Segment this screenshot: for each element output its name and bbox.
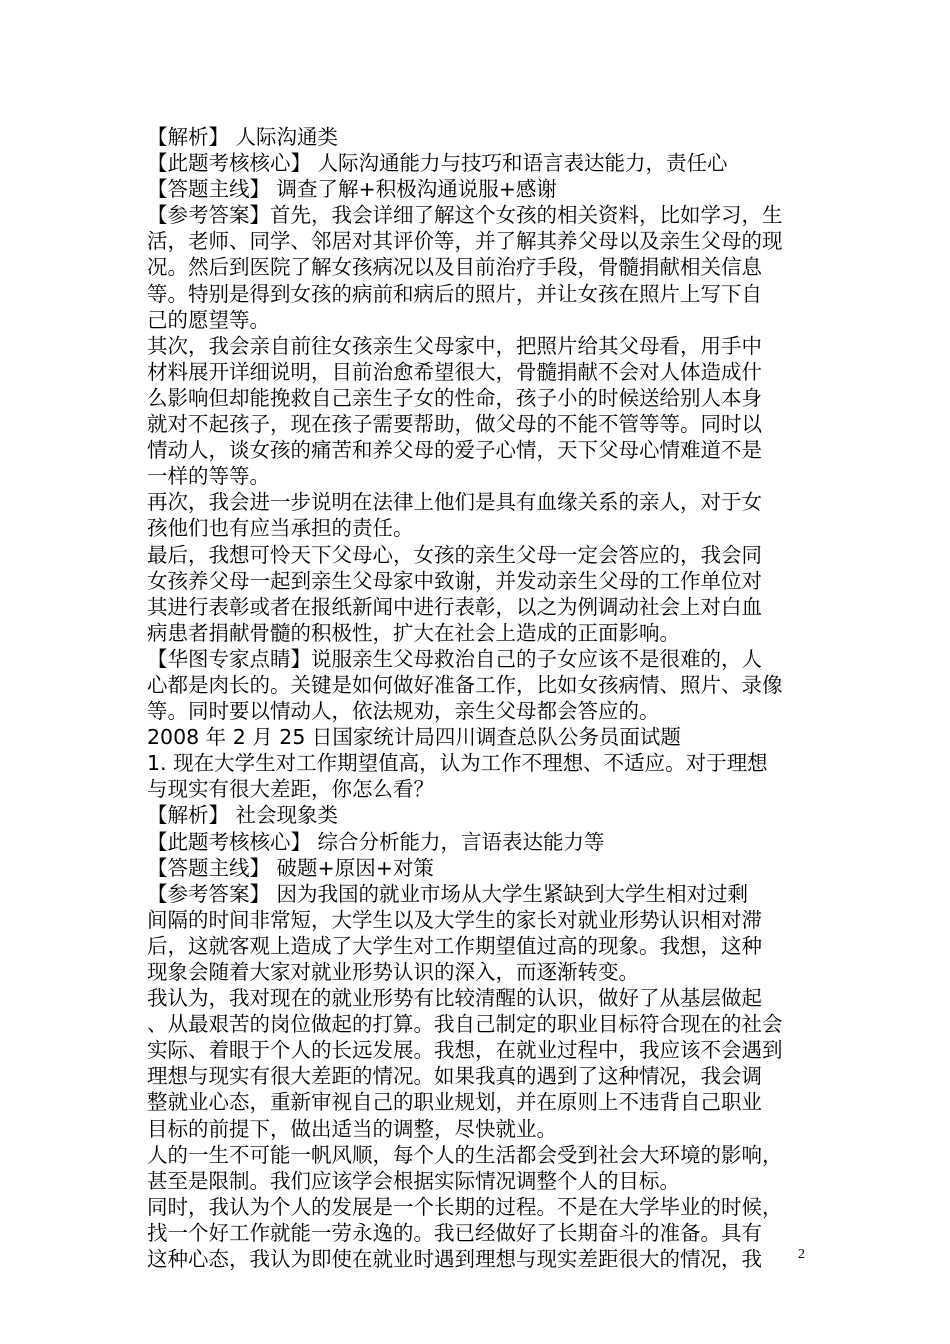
text-line: 材料展开详细说明，目前治愈希望很大，骨髓捐献不会对人体造成什 — [147, 359, 762, 384]
text-line: 己的愿望等。 — [147, 307, 270, 332]
text-line: 一样的等等。 — [147, 464, 270, 489]
text-line: 人的一生不可能一帆风顺，每个人的生活都会受到社会大环境的影响， — [147, 1142, 783, 1167]
text-line: 整就业心态，重新审视自己的职业规划，并在原则上不违背自己职业 — [147, 1090, 762, 1115]
text-line: 实际、着眼于个人的长远发展。我想，在就业过程中，我应该不会遇到 — [147, 1038, 783, 1063]
text-line: 甚至是限制。我们应该学会根据实际情况调整个人的目标。 — [147, 1168, 680, 1193]
text-line: 与现实有很大差距，你怎么看？ — [147, 777, 434, 802]
text-line: 2008 年 2 月 25 日国家统计局四川调查总队公务员面试题 — [147, 725, 681, 750]
text-line: 【参考答案】 因为我国的就业市场从大学生紧缺到大学生相对过剩 — [147, 881, 749, 906]
text-line: 【答题主线】 破题+原因+对策 — [147, 855, 434, 880]
text-line: 再次，我会进一步说明在法律上他们是具有血缘关系的亲人，对于女 — [147, 490, 762, 515]
text-line: 女孩养父母一起到亲生父母家中致谢，并发动亲生父母的工作单位对 — [147, 568, 762, 593]
text-line: 活，老师、同学、邻居对其评价等，并了解其养父母以及亲生父母的现 — [147, 229, 783, 254]
text-line: 【解析】 社会现象类 — [147, 803, 339, 828]
text-line: 找一个好工作就能一劳永逸的。我已经做好了长期奋斗的准备。具有 — [147, 1220, 762, 1245]
text-line: 间隔的时间非常短，大学生以及大学生的家长对就业形势认识相对滞 — [147, 907, 762, 932]
text-line: 、从最艰苦的岗位做起的打算。我自己制定的职业目标符合现在的社会 — [147, 1012, 783, 1037]
text-line: 心都是肉长的。关键是如何做好准备工作，比如女孩病情、照片、录像 — [147, 672, 783, 697]
text-line: 后，这就客观上造成了大学生对工作期望值过高的现象。我想，这种 — [147, 933, 762, 958]
text-line: 这种心态，我认为即使在就业时遇到理想与现实差距很大的情况，我 — [147, 1247, 762, 1272]
text-line: 目标的前提下，做出适当的调整，尽快就业。 — [147, 1116, 557, 1141]
text-line: 孩他们也有应当承担的责任。 — [147, 516, 414, 541]
text-line: 1. 现在大学生对工作期望值高，认为工作不理想、不适应。对于理想 — [147, 751, 768, 776]
text-line: 理想与现实有很大差距的情况。如果我真的遇到了这种情况，我会调 — [147, 1064, 762, 1089]
text-line: 【参考答案】首先，我会详细了解这个女孩的相关资料，比如学习，生 — [147, 203, 783, 228]
text-line: 其次，我会亲自前往女孩亲生父母家中，把照片给其父母看，用手中 — [147, 333, 762, 358]
text-line: 同时，我认为个人的发展是一个长期的过程。不是在大学毕业的时候， — [147, 1194, 783, 1219]
page-number: 2 — [798, 1247, 805, 1262]
text-line: 【此题考核核心】 人际沟通能力与技巧和语言表达能力，责任心 — [147, 151, 728, 176]
text-line: 病患者捐献骨髓的积极性，扩大在社会上造成的正面影响。 — [147, 620, 680, 645]
text-line: 现象会随着大家对就业形势认识的深入，而逐渐转变。 — [147, 960, 639, 984]
text-line: 【华图专家点睛】说服亲生父母救治自己的子女应该不是很难的，人 — [147, 646, 762, 671]
text-line: 其进行表彰或者在报纸新闻中进行表彰，以之为例调动社会上对白血 — [147, 594, 762, 619]
text-line: 么影响但却能挽救自己亲生子女的性命，孩子小的时候送给别人本身 — [147, 385, 762, 410]
text-line: 情动人，谈女孩的痛苦和养父母的爱子心情，天下父母心情难道不是 — [147, 438, 762, 463]
text-line: 【解析】 人际沟通类 — [147, 125, 339, 149]
text-line: 况。然后到医院了解女孩病况以及目前治疗手段，骨髓捐献相关信息 — [147, 255, 762, 280]
text-line: 我认为，我对现在的就业形势有比较清醒的认识，做好了从基层做起 — [147, 986, 762, 1011]
text-line: 等。特别是得到女孩的病前和病后的照片，并让女孩在照片上写下自 — [147, 281, 762, 306]
document-body — [147, 124, 812, 1272]
text-line: 等。同时要以情动人，依法规劝，亲生父母都会答应的。 — [147, 699, 660, 724]
text-line: 就对不起孩子，现在孩子需要帮助，做父母的不能不管等等。同时以 — [147, 412, 762, 437]
text-line: 【答题主线】 调查了解+积极沟通说服+感谢 — [147, 177, 557, 202]
text-line: 最后，我想可怜天下父母心，女孩的亲生父母一定会答应的，我会同 — [147, 542, 762, 567]
text-line: 【此题考核核心】 综合分析能力，言语表达能力等 — [147, 829, 605, 854]
